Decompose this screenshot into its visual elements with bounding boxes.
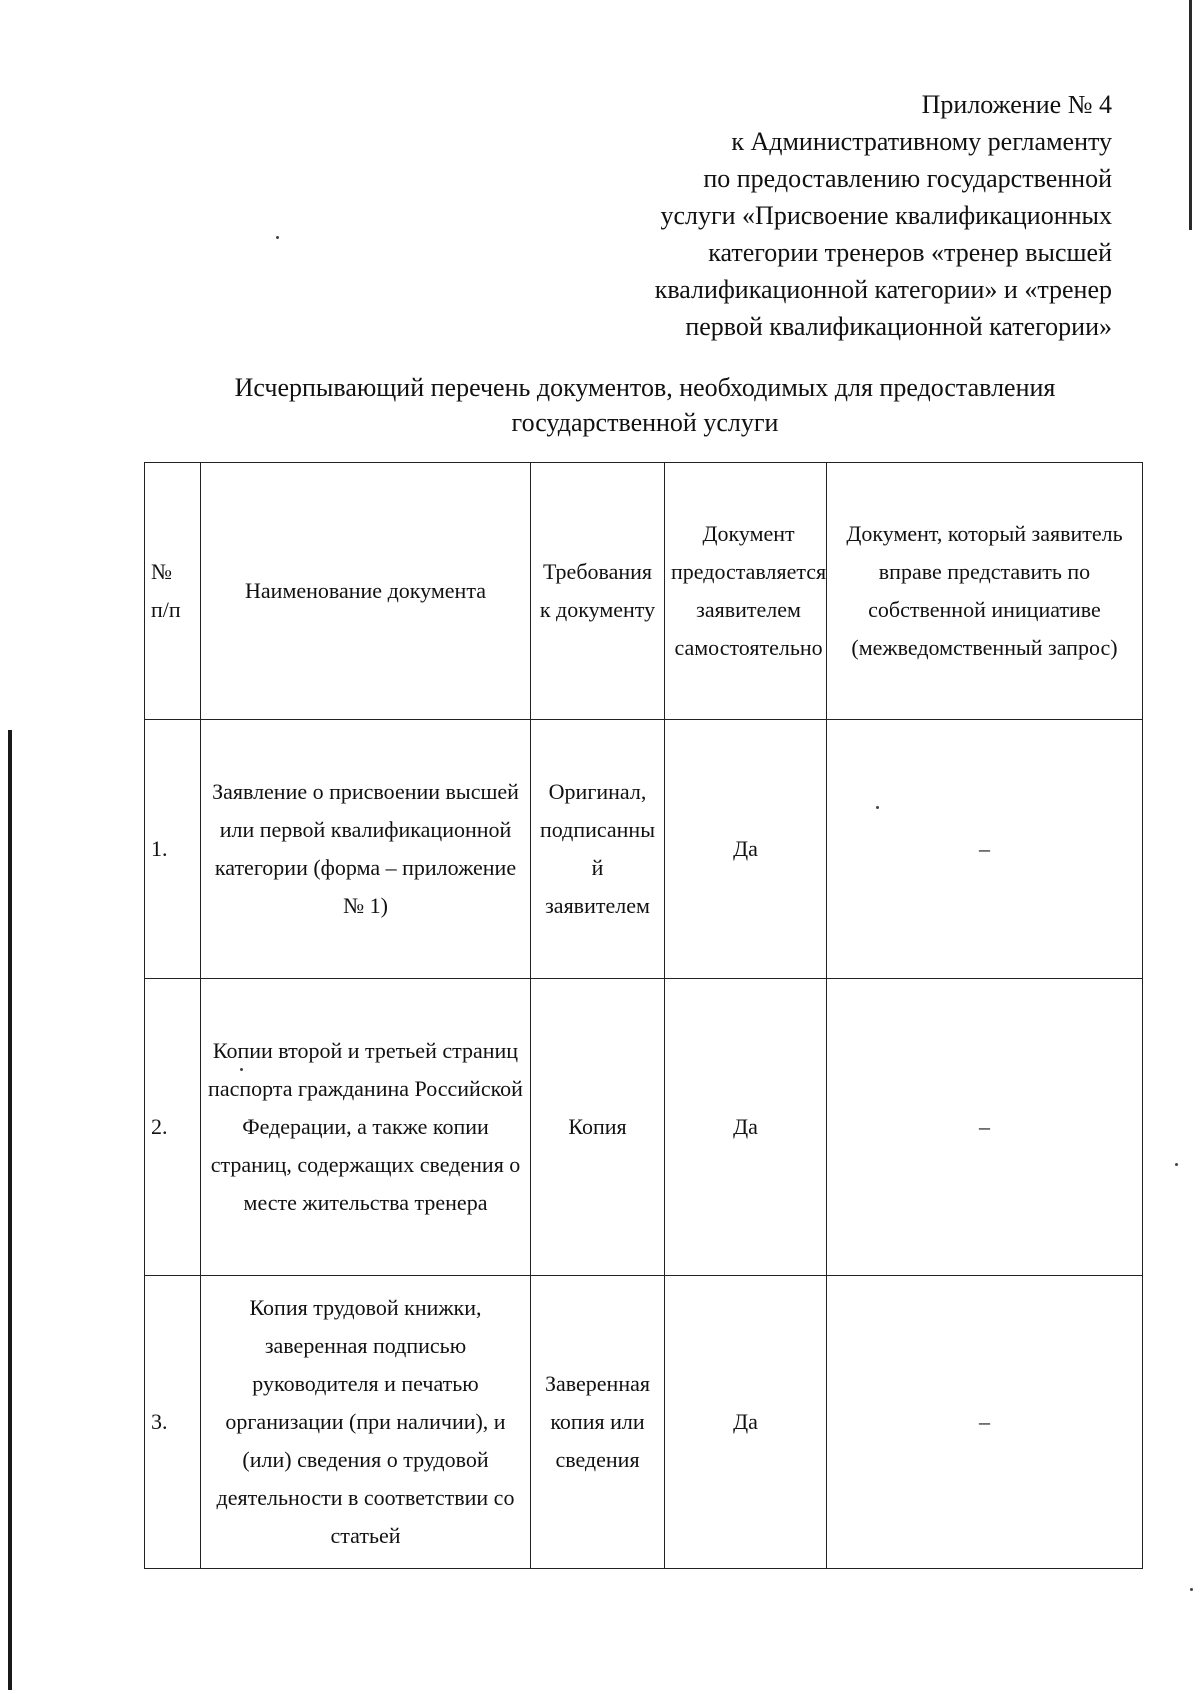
row-number: 1. <box>145 720 201 979</box>
header-provided-by-applicant: Документ предоставляется заявителем самостоятельно <box>665 463 827 720</box>
row-provided: Да <box>665 720 827 979</box>
row-number: 2. <box>145 979 201 1276</box>
document-title <box>150 370 1140 440</box>
header-name: Наименование документа <box>201 463 531 720</box>
document-title-line: государственной услуги <box>511 408 779 437</box>
row-requirements: Оригинал, подписанный заявителем <box>531 720 665 979</box>
scan-speck <box>1175 1163 1178 1166</box>
row-requirements: Копия <box>531 979 665 1276</box>
scan-speck <box>876 806 879 809</box>
appendix-header-line: квалификационной категории» и «тренер <box>654 275 1112 304</box>
document-title-line: Исчерпывающий перечень документов, необходимых для предоставления <box>234 373 1056 402</box>
row-own-initiative: – <box>827 720 1143 979</box>
appendix-header-line: к Административному регламенту <box>731 127 1112 156</box>
table-row <box>145 720 1143 979</box>
table-row <box>145 1276 1143 1569</box>
appendix-header-line: категории тренеров «тренер высшей <box>708 238 1112 267</box>
table-row <box>145 979 1143 1276</box>
appendix-header <box>492 86 1112 345</box>
row-provided: Да <box>665 979 827 1276</box>
row-provided: Да <box>665 1276 827 1569</box>
row-number: 3. <box>145 1276 201 1569</box>
scan-edge-left <box>8 730 12 1690</box>
row-requirements: Заверенная копия или сведения <box>531 1276 665 1569</box>
appendix-header-line: услуги «Присвоение квалификационных <box>660 201 1112 230</box>
appendix-header-line: по предоставлению государственной <box>703 164 1112 193</box>
row-own-initiative: – <box>827 1276 1143 1569</box>
row-name: Заявление о присвоении высшей или первой квалификационной категории (форма – приложение № 1) <box>201 720 531 979</box>
header-own-initiative: Документ, который заявитель вправе представить по собственной инициативе (межведомственный запрос) <box>827 463 1143 720</box>
scan-speck <box>240 1068 243 1071</box>
appendix-header-line: первой квалификационной категории» <box>685 312 1112 341</box>
row-name: Копия трудовой книжки, заверенная подписью руководителя и печатью организации (при наличии), и (или) сведения о трудовой деятельности в соответствии со статьей <box>201 1276 531 1569</box>
row-own-initiative: – <box>827 979 1143 1276</box>
scan-edge-right <box>1189 0 1192 230</box>
scan-speck <box>276 236 279 239</box>
header-number: № п/п <box>145 463 201 720</box>
scan-speck <box>1190 1588 1193 1591</box>
row-name: Копии второй и третьей страниц паспорта гражданина Российской Федерации, а также копии страниц, содержащих сведения о месте жительства тренера <box>201 979 531 1276</box>
appendix-header-line: Приложение № 4 <box>921 90 1112 119</box>
table-header-row <box>145 463 1143 720</box>
documents-table <box>144 462 1143 1569</box>
header-requirements: Требования к документу <box>531 463 665 720</box>
